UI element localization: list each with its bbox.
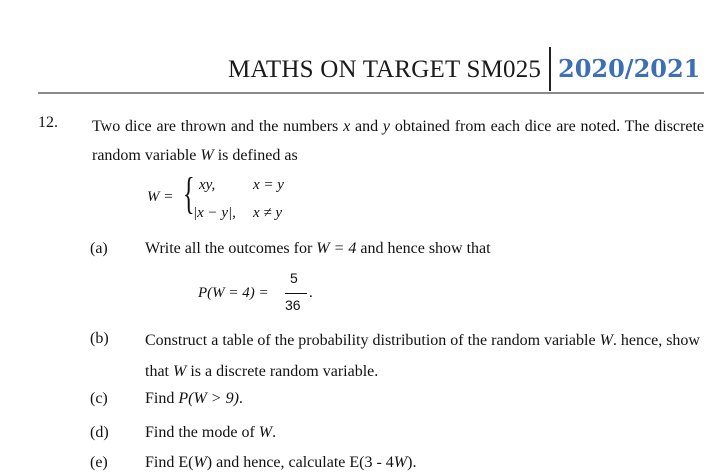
part-b-text-1: Construct a table of the probability distribution of the random variable (145, 332, 600, 349)
variable-y: y (382, 118, 391, 135)
fraction-bar (285, 293, 307, 294)
part-a-text-1: Write all the outcomes for (145, 240, 317, 257)
case2-value: |x − y|, (193, 205, 236, 221)
intro-text-2: obtained from each dice are noted. The discrete random variable (92, 118, 705, 164)
question-intro (92, 112, 704, 170)
part-a-text-2: and hence show that (356, 240, 491, 257)
header-rule (38, 92, 704, 94)
part-c-text-2: . (238, 390, 243, 407)
part-b-var2: W (173, 363, 187, 380)
part-e-var2: W (393, 454, 408, 471)
equation-period: . (309, 285, 313, 301)
part-e-text-2: ) and hence, calculate E(3 - 4 (206, 454, 394, 471)
header-divider (549, 47, 551, 91)
part-d-label: (d) (90, 424, 109, 441)
page-header-year: 2020/2021 (558, 54, 701, 83)
part-b-text-2: . hence, show that (145, 332, 700, 380)
part-b-var: W (599, 332, 613, 349)
part-e-text-1: Find E( (145, 454, 194, 471)
piecewise-definition (147, 169, 347, 228)
part-a-text (145, 240, 491, 258)
fraction-denominator: 36 (285, 297, 301, 313)
part-a-label: (a) (90, 240, 108, 257)
part-d-var: W (258, 424, 273, 441)
intro-text-3: is defined as (213, 147, 298, 164)
variable-w: W (200, 147, 214, 164)
case1-condition: x = y (253, 177, 284, 193)
part-e-text (145, 454, 416, 472)
part-e-label: (e) (90, 454, 108, 471)
definition-lhs: W = (147, 189, 174, 205)
fraction-numerator: 5 (290, 270, 298, 286)
part-e-var: W (193, 454, 207, 471)
part-d-text-1: Find the mode of (145, 424, 259, 441)
part-d-text (145, 424, 276, 442)
case1-value: xy, (199, 177, 216, 193)
part-c-text-1: Find (145, 390, 179, 407)
variable-x: x (343, 118, 351, 135)
probability-lhs: P(W = 4) = (198, 285, 269, 301)
part-a-expr: W = 4 (316, 240, 357, 257)
part-b-text-3: is a discrete random variable. (186, 363, 379, 380)
part-d-text-2: . (272, 424, 277, 441)
page-header-title: MATHS ON TARGET SM025 (228, 56, 542, 83)
probability-equation (198, 270, 358, 320)
intro-text-and: and (350, 118, 383, 135)
part-c-text (145, 390, 243, 408)
left-brace-glyph: { (183, 169, 195, 218)
part-b-text (145, 325, 707, 387)
part-b-label: (b) (90, 330, 109, 347)
part-c-expr: P(W > 9) (178, 390, 239, 407)
question-number: 12. (38, 114, 58, 131)
part-e-text-3: ). (407, 454, 417, 471)
intro-text-1: Two dice are thrown and the numbers (92, 118, 344, 135)
part-c-label: (c) (90, 390, 108, 407)
case2-condition: x ≠ y (253, 205, 283, 221)
